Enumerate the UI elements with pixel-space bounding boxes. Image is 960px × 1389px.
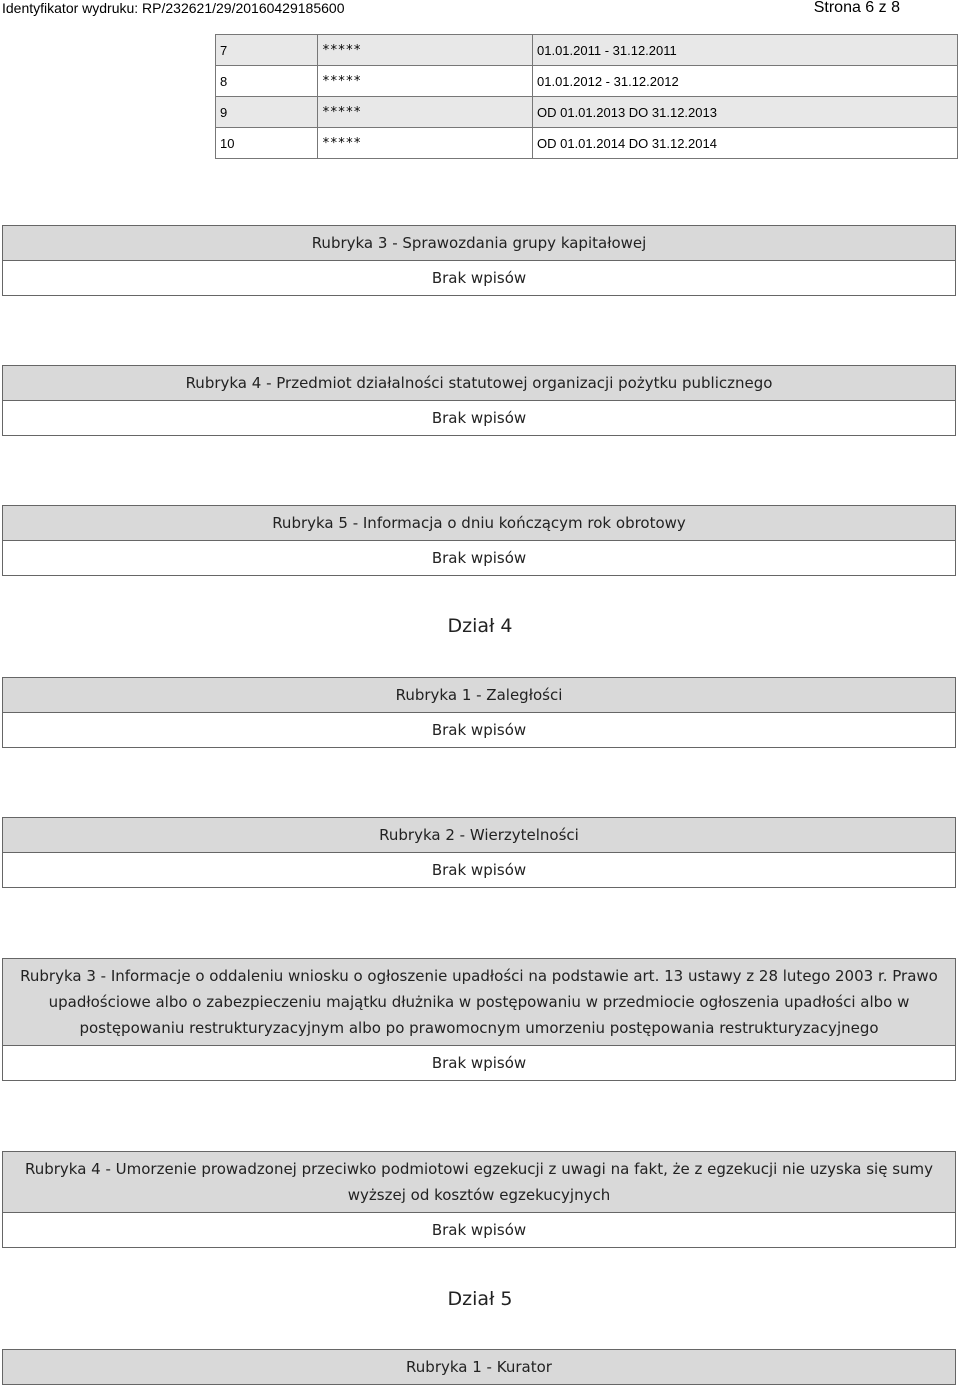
masked-value: ***** [318, 97, 533, 128]
section-title: Rubryka 5 - Informacja o dniu kończącym rok obrotowy [3, 506, 955, 541]
section-rubryka-5-informacja [2, 505, 956, 576]
period: OD 01.01.2014 DO 31.12.2014 [533, 128, 958, 159]
row-number: 7 [216, 35, 318, 66]
section-value: Brak wpisów [431, 721, 527, 739]
table-row [216, 35, 958, 66]
period: OD 01.01.2013 DO 31.12.2013 [533, 97, 958, 128]
masked-value: ***** [318, 66, 533, 97]
section-title: Rubryka 3 - Informacje o oddaleniu wniosku o ogłoszenie upadłości na podstawie art. 13 ustawy z 28 lutego 2003 r. Prawo upadłościowe albo o zabezpieczeniu majątku dłużnika w postępowaniu w przedmiocie ogłoszenia upadłości albo w postępowaniu restrukturyzacyjnym albo po prawomocnym umorzeniu postępowania restrukturyzacyjnego [3, 959, 955, 1046]
section-title: Rubryka 1 - Kurator [3, 1350, 955, 1385]
section-value: Brak wpisów [431, 1054, 527, 1072]
section-dzial4-rubryka-2 [2, 817, 956, 888]
row-number: 10 [216, 128, 318, 159]
table-row [216, 97, 958, 128]
section-value: Brak wpisów [431, 861, 527, 879]
section-rubryka-3-sprawozdania [2, 225, 956, 296]
section-value: Brak wpisów [431, 269, 527, 287]
masked-value: ***** [318, 128, 533, 159]
print-identifier: Identyfikator wydruku: RP/232621/29/20160429185600 [2, 0, 345, 16]
periods-table [215, 34, 958, 159]
dzial-4-heading: Dział 4 [447, 615, 513, 637]
row-number: 9 [216, 97, 318, 128]
period: 01.01.2011 - 31.12.2011 [533, 35, 958, 66]
section-dzial4-rubryka-1 [2, 677, 956, 748]
page-number: Strona 6 z 8 [813, 0, 900, 16]
section-rubryka-4-przedmiot [2, 365, 956, 436]
section-dzial4-rubryka-3 [2, 958, 956, 1081]
section-dzial4-rubryka-4 [2, 1151, 956, 1248]
page-header [0, 0, 960, 18]
dzial-5-heading: Dział 5 [447, 1288, 513, 1310]
section-title: Rubryka 4 - Przedmiot działalności statutowej organizacji pożytku publicznego [3, 366, 955, 401]
period: 01.01.2012 - 31.12.2012 [533, 66, 958, 97]
section-value: Brak wpisów [431, 1221, 527, 1239]
section-title: Rubryka 2 - Wierzytelności [3, 818, 955, 853]
masked-value: ***** [318, 35, 533, 66]
section-value: Brak wpisów [431, 549, 527, 567]
section-title: Rubryka 1 - Zaległości [3, 678, 955, 713]
section-title: Rubryka 4 - Umorzenie prowadzonej przeciwko podmiotowi egzekucji z uwagi na fakt, że z egzekucji nie uzyska się sumy wyższej od kosztów egzekucyjnych [3, 1152, 955, 1213]
table-row [216, 66, 958, 97]
section-dzial5-rubryka-1 [2, 1349, 956, 1385]
table-row [216, 128, 958, 159]
row-number: 8 [216, 66, 318, 97]
section-value: Brak wpisów [431, 409, 527, 427]
section-title: Rubryka 3 - Sprawozdania grupy kapitałowej [3, 226, 955, 261]
